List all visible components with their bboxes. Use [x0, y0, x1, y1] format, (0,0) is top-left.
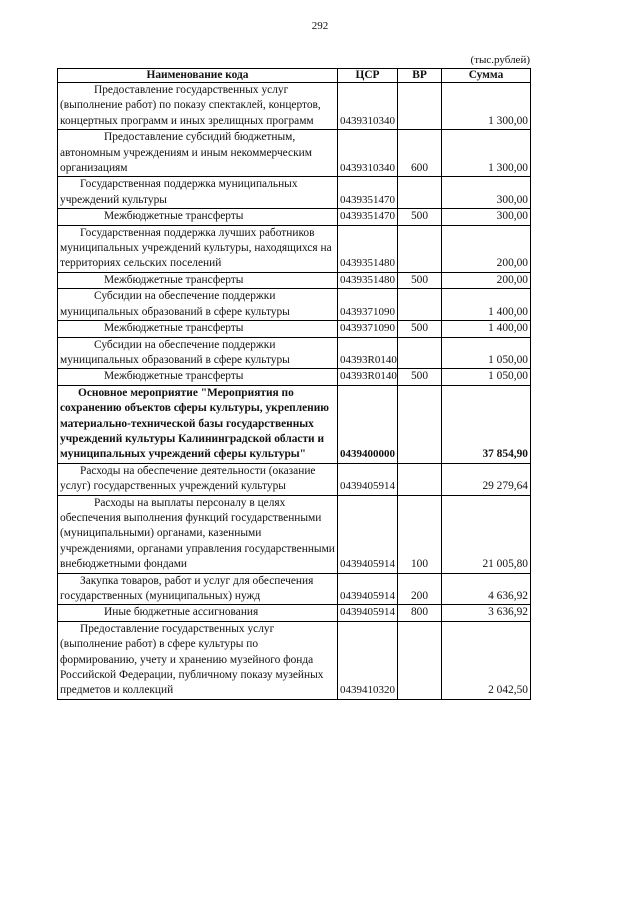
- row-csr: 0439405914: [338, 573, 398, 605]
- row-sum: 200,00: [442, 225, 531, 272]
- header-sum: Сумма: [442, 69, 531, 83]
- row-sum: 200,00: [442, 272, 531, 288]
- row-csr: 0439310340: [338, 83, 398, 130]
- row-vr: 500: [398, 209, 442, 225]
- row-vr: 500: [398, 272, 442, 288]
- row-name: Предоставление государственных услуг (выполнение работ) в сфере культуры по формированию, учету и хранению музейного фонда Российской Федерации, публичному показу музейных предметов и коллекций: [58, 621, 338, 699]
- row-csr: 04393R0140: [338, 337, 398, 369]
- row-sum: 1 300,00: [442, 83, 531, 130]
- row-vr: 500: [398, 369, 442, 385]
- table-row: [58, 83, 531, 130]
- table-row: [58, 225, 531, 272]
- row-sum: 300,00: [442, 209, 531, 225]
- table-header-row: [58, 69, 531, 83]
- row-csr: 0439310340: [338, 130, 398, 177]
- row-csr: 0439400000: [338, 385, 398, 463]
- row-csr: 0439351470: [338, 177, 398, 209]
- row-sum: 1 400,00: [442, 289, 531, 321]
- table-row: [58, 272, 531, 288]
- table-row: [58, 209, 531, 225]
- header-vr: ВР: [398, 69, 442, 83]
- row-sum: 1 050,00: [442, 337, 531, 369]
- row-csr: 0439405914: [338, 495, 398, 573]
- row-name: Субсидии на обеспечение поддержки муниципальных образований в сфере культуры: [58, 289, 338, 321]
- row-name: Расходы на обеспечение деятельности (оказание услуг) государственных учреждений культуры: [58, 463, 338, 495]
- row-name: Расходы на выплаты персоналу в целях обеспечения выполнения функций государственными (муниципальными) органами, казенными учреждениями, органами управления государственными внебюджетными фондами: [58, 495, 338, 573]
- table-row: [58, 289, 531, 321]
- row-sum: 1 300,00: [442, 130, 531, 177]
- row-csr: 0439351470: [338, 209, 398, 225]
- row-sum: 1 400,00: [442, 321, 531, 337]
- row-name: Межбюджетные трансферты: [58, 321, 338, 337]
- table-row: [58, 463, 531, 495]
- row-csr: 0439351480: [338, 225, 398, 272]
- row-name: Межбюджетные трансферты: [58, 209, 338, 225]
- row-name: Государственная поддержка лучших работников муниципальных учреждений культуры, находящихся на территориях сельских поселений: [58, 225, 338, 272]
- row-name: Закупка товаров, работ и услуг для обеспечения государственных (муниципальных) нужд: [58, 573, 338, 605]
- row-csr: 04393R0140: [338, 369, 398, 385]
- row-csr: 0439351480: [338, 272, 398, 288]
- units-label: (тыс.рублей): [470, 54, 530, 66]
- row-vr: [398, 225, 442, 272]
- row-vr: 500: [398, 321, 442, 337]
- row-sum: 3 636,92: [442, 605, 531, 621]
- row-csr: 0439371090: [338, 289, 398, 321]
- row-name: Предоставление субсидий бюджетным, автономным учреждениям и иным некоммерческим организациям: [58, 130, 338, 177]
- row-name: Государственная поддержка муниципальных учреждений культуры: [58, 177, 338, 209]
- row-name: Иные бюджетные ассигнования: [58, 605, 338, 621]
- page-number: 292: [311, 20, 329, 32]
- row-csr: 0439410320: [338, 621, 398, 699]
- row-sum: 4 636,92: [442, 573, 531, 605]
- header-csr: ЦСР: [338, 69, 398, 83]
- row-name: Межбюджетные трансферты: [58, 272, 338, 288]
- table-row: [58, 495, 531, 573]
- row-vr: 100: [398, 495, 442, 573]
- table-row: [58, 369, 531, 385]
- table-row: [58, 130, 531, 177]
- row-name: Межбюджетные трансферты: [58, 369, 338, 385]
- table-row: [58, 177, 531, 209]
- row-csr: 0439405914: [338, 605, 398, 621]
- row-sum: 29 279,64: [442, 463, 531, 495]
- row-name: Основное мероприятие "Мероприятия по сохранению объектов сферы культуры, укреплению материально-технической базы государственных учреждений культуры Калининградской области и муниципальных учреждений сферы культуры": [58, 385, 338, 463]
- table-row: [58, 605, 531, 621]
- row-vr: [398, 177, 442, 209]
- row-vr: [398, 83, 442, 130]
- row-sum: 37 854,90: [442, 385, 531, 463]
- row-vr: [398, 463, 442, 495]
- header-name: Наименование кода: [58, 69, 338, 83]
- row-sum: 21 005,80: [442, 495, 531, 573]
- row-csr: 0439371090: [338, 321, 398, 337]
- row-sum: 300,00: [442, 177, 531, 209]
- table-row: [58, 385, 531, 463]
- row-vr: [398, 289, 442, 321]
- row-sum: 1 050,00: [442, 369, 531, 385]
- table-row: [58, 573, 531, 605]
- row-vr: 200: [398, 573, 442, 605]
- table-row: [58, 621, 531, 699]
- table-row: [58, 337, 531, 369]
- row-vr: [398, 337, 442, 369]
- row-vr: [398, 385, 442, 463]
- row-csr: 0439405914: [338, 463, 398, 495]
- table-row: [58, 321, 531, 337]
- budget-table: [57, 68, 531, 700]
- row-vr: 800: [398, 605, 442, 621]
- row-vr: 600: [398, 130, 442, 177]
- row-name: Субсидии на обеспечение поддержки муниципальных образований в сфере культуры: [58, 337, 338, 369]
- row-vr: [398, 621, 442, 699]
- row-name: Предоставление государственных услуг (выполнение работ) по показу спектаклей, концертов, концертных программ и иных зрелищных программ: [58, 83, 338, 130]
- row-sum: 2 042,50: [442, 621, 531, 699]
